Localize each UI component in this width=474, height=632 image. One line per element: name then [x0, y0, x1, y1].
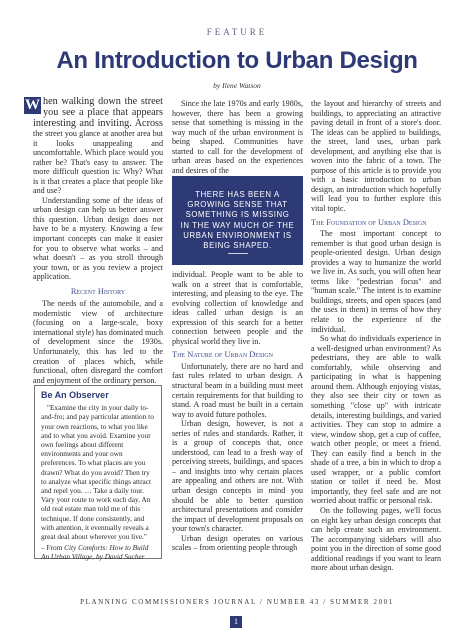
- lead-text: hen walking down the street you see a place that appears interesting and inviting. Across: [33, 96, 163, 129]
- drop-cap: W: [25, 97, 40, 113]
- sidebar-title: Be An Observer: [41, 390, 109, 400]
- paragraph: Since the late 1970s and early 1980s, however, there has been a growing sense that something is missing in the way much of the urban environment is being shaped. Communities have started to call for the development of urban areas based on the experiences and desires of the: [172, 99, 303, 175]
- column-3: [311, 99, 441, 573]
- subhead-nature-of-urban-design: The Nature of Urban Design: [172, 350, 273, 360]
- column-2-top: [172, 99, 303, 175]
- sidebar-be-an-observer: [34, 385, 162, 562]
- paragraph-continued: individual. People want to be able to walk on a street that is comfortable, interesting, and pleasing to the eye. The evolving collection of knowledge and ideas called urban design is an expression of this search for a better connection between people and the physical world they live in.: [172, 270, 303, 346]
- paragraph: Unfortunately, there are no hard and fast rules related to urban design. A structural beam in a building must meet certain requirements for that building to stand. A road must be built in a certain way to avoid future potholes.: [172, 361, 303, 419]
- byline: by Ilene Watson: [213, 81, 261, 90]
- page-number: 1: [230, 616, 242, 628]
- section-kicker: FEATURE: [206, 27, 268, 37]
- paragraph: Urban design, however, is not a series of rules and standards. Rather, it is a group of concepts that, once understood, can lead to a fresh way of perceiving streets, buildings, and spaces – and insights into why certain places are appealing and others are not. With urban design concepts in mind you should be able to better question architectural presentations and consider the impact of development proposals on your town's character.: [172, 419, 303, 534]
- source-title: City Comforts: How to Build An Urban Village,: [41, 543, 149, 562]
- lead-text-rest: the street you glance at another area but it looks unappealing and uncomfortable. Which place would you rather be? That's easy to answer. The more difficult question is: Why? What is it that creates a place that people like and use?: [33, 129, 163, 196]
- article-title: An Introduction to Urban Design: [56, 47, 418, 74]
- column-2-bottom: [172, 270, 303, 553]
- lead-paragraph: [25, 96, 163, 196]
- paragraph: So what do individuals experience in a well-designed urban environment? As pedestrians, they are able to walk comfortably, while observing and participating in what is happening around them. Although enjoying vistas, they also see their city or town as something "close up" with intricate details, interesting buildings, and varied activities. They can stop to admire a view, window shop, get a cup of coffee, watch other people, or meet a friend. They can easily find a bench in the shade of a tree, a bin in which to drop a used wrapper, or a public comfort station or toilet if need be. Most importantly, they feel safe and are not worried about traffic or personal risk.: [311, 334, 441, 506]
- sidebar-source: [41, 543, 155, 561]
- paragraph: The needs of the automobile, and a modernistic view of architecture (focusing on a large-scale, boxy international style) has dominated much of development since the 1930s. Unfortunately, this has led to the creation of places which, while functional, often disregard the comfort and enjoyment of the ordinary person.: [33, 299, 163, 385]
- paragraph: On the following pages, we'll focus on eight key urban design concepts that can help create such an environment. The accompanying sidebars will also point you in the direction of some good additional readings if you want to learn more about urban design.: [311, 505, 441, 573]
- subhead-foundation-of-urban-design: The Foundation of Urban Design: [311, 217, 427, 227]
- subhead-recent-history: Recent History: [70, 286, 126, 296]
- pull-quote-rule: [228, 253, 248, 254]
- paragraph: The most important concept to remember is that good urban design is people-oriented design. Urban design provides a way to humanize the world we live in. As such, you will often hear terms like "pedestrian focus" and "human scale." The intent is to examine buildings, streets, and open spaces (and the uses in them) in terms of how they relate to the experience of the individual.: [311, 229, 441, 334]
- paragraph: the layout and hierarchy of streets and buildings, to appreciating an attractive paving detail in front of a store's door. The ideas can be applied to buildings, the street, land uses, urban park development, and anything else that is woven into the fabric of a town. The purpose of this article is to provide you with a basic introduction to urban design, an introduction which hopefully will lead you to further explore this vital topic.: [311, 99, 441, 214]
- sidebar-quote: "Examine the city in your daily to-and-fro; and pay particular attention to your own reactions, to what you like and to what you avoid. Examine your own feelings about different environments and your own preferences. To what places are you drawn? What do you avoid? Then try to analyze what specific things attract and repel you. … Take a daily tour. Vary your route to work each day. An old real estate man told me of this technique. If done consistently, and with attention, it eventually reveals a great deal about wherever you live.": [41, 403, 154, 542]
- pull-quote: THERE HAS BEEN A GROWING SENSE THAT SOMETHING IS MISSING IN THE WAY MUCH OF THE URBAN ENVIRONMENT IS BEING SHAPED.: [172, 176, 303, 265]
- column-1: [25, 96, 163, 385]
- running-footer: PLANNING COMMISSIONERS JOURNAL / NUMBER 43 / SUMMER 2001: [80, 598, 394, 606]
- source-author: by David Sucher: [96, 552, 145, 562]
- source-prefix: – From: [41, 543, 63, 553]
- paragraph: Understanding some of the ideas of urban design can help us better answer this question. Urban design does not have to be a mystery. Knowing a few important concepts can make it easier for you to observe what works – and what doesn't – as you stroll through your town, or as you review a project application.: [33, 195, 163, 282]
- paragraph: Urban design operates on various scales – from orienting people through: [172, 533, 303, 553]
